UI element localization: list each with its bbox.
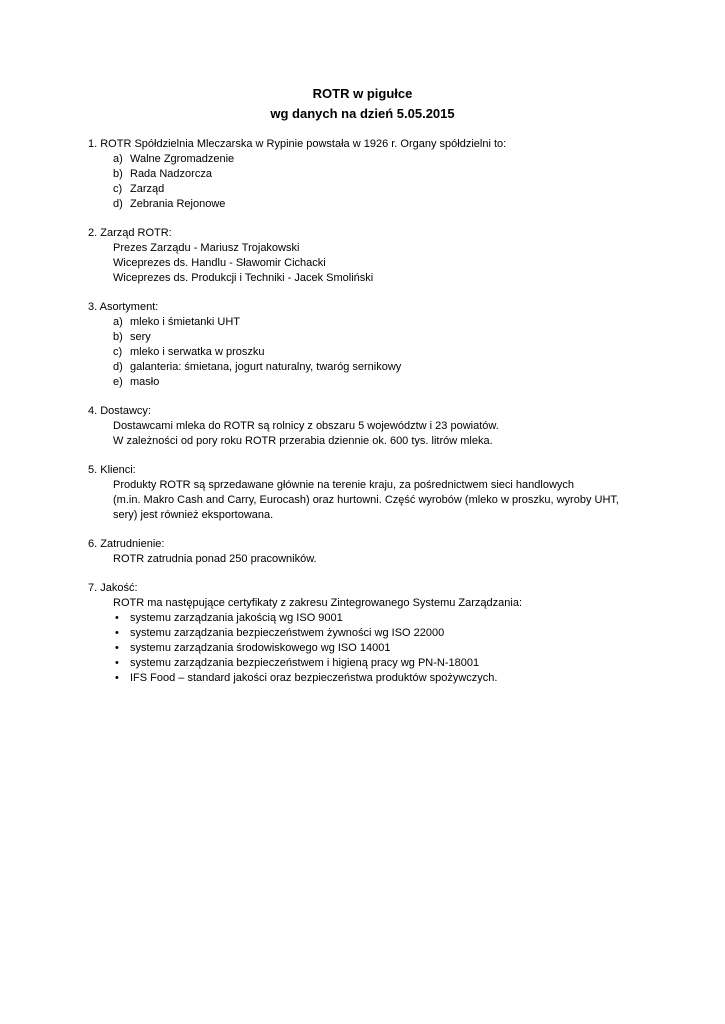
list-item-text: Walne Zgromadzenie (130, 153, 235, 165)
list-item-text: sery (130, 331, 151, 343)
bullet-icon: • (115, 627, 119, 639)
document-title: ROTR w pigułce (312, 86, 413, 101)
list-marker: e) (113, 376, 123, 388)
body-line: (m.in. Makro Cash and Carry, Eurocash) oraz hurtowni. Część wyrobów (mleko w proszku, wyroby UHT, (113, 494, 619, 506)
list-item-text: Zebrania Rejonowe (130, 198, 226, 210)
list-marker: c) (113, 183, 123, 195)
body-line: Prezes Zarządu - Mariusz Trojakowski (113, 242, 300, 254)
body-line: sery) jest również eksportowana. (113, 509, 274, 521)
list-item (88, 167, 648, 182)
list-item (88, 626, 648, 641)
document-subtitle: wg danych na dzień 5.05.2015 (270, 106, 455, 121)
body-line: Wiceprezes ds. Handlu - Sławomir Cichacki (113, 257, 326, 269)
body-line: Wiceprezes ds. Produkcji i Techniki - Jacek Smoliński (113, 272, 374, 284)
list-marker: a) (113, 316, 123, 328)
section-heading: 6. Zatrudnienie: (88, 538, 165, 550)
list-item (88, 197, 648, 212)
list-item (88, 671, 648, 686)
list-marker: d) (113, 361, 123, 373)
list-item (88, 375, 648, 390)
list-item-text: masło (130, 376, 160, 388)
list-item-text: systemu zarządzania jakością wg ISO 9001 (130, 612, 343, 624)
list-item (88, 656, 648, 671)
list-marker: a) (113, 153, 123, 165)
section-heading: 5. Klienci: (88, 464, 136, 476)
section-organy (88, 137, 648, 212)
list-item (88, 152, 648, 167)
list-item-text: mleko i śmietanki UHT (130, 316, 241, 328)
list-item (88, 330, 648, 345)
body-line: ROTR ma następujące certyfikaty z zakresu Zintegrowanego Systemu Zarządzania: (113, 597, 523, 609)
section-heading: 4. Dostawcy: (88, 405, 151, 417)
body-line: Dostawcami mleka do ROTR są rolnicy z obszaru 5 województw i 23 powiatów. (113, 420, 499, 432)
list-item-text: galanteria: śmietana, jogurt naturalny, twaróg sernikowy (130, 361, 402, 373)
list-item-text: systemu zarządzania bezpieczeństwem i higieną pracy wg PN-N-18001 (130, 657, 480, 669)
list-item (88, 641, 648, 656)
section-heading: 3. Asortyment: (88, 301, 159, 313)
list-item-text: systemu zarządzania bezpieczeństwem żywności wg ISO 22000 (130, 627, 445, 639)
section-heading: 2. Zarząd ROTR: (88, 227, 172, 239)
list-item-text: mleko i serwatka w proszku (130, 346, 265, 358)
list-marker: b) (113, 168, 123, 180)
list-item-text: systemu zarządzania środowiskowego wg ISO 14001 (130, 642, 391, 654)
list-marker: d) (113, 198, 123, 210)
section-zarzad (88, 226, 648, 286)
list-item (88, 182, 648, 197)
section-jakosc (88, 581, 648, 686)
list-item (88, 345, 648, 360)
list-item (88, 611, 648, 626)
section-asortyment (88, 300, 648, 390)
bullet-icon: • (115, 672, 119, 684)
bullet-icon: • (115, 657, 119, 669)
section-heading: 1. ROTR Spółdzielnia Mleczarska w Rypinie powstała w 1926 r. Organy spółdzielni to: (88, 138, 507, 150)
body-line: ROTR zatrudnia ponad 250 pracowników. (113, 553, 317, 565)
bullet-icon: • (115, 612, 119, 624)
list-item (88, 315, 648, 330)
section-heading: 7. Jakość: (88, 582, 138, 594)
list-item-text: Rada Nadzorcza (130, 168, 212, 180)
section-klienci (88, 463, 648, 523)
section-dostawcy (88, 404, 648, 449)
list-item-text: Zarząd (130, 183, 165, 195)
list-marker: c) (113, 346, 123, 358)
bullet-icon: • (115, 642, 119, 654)
list-marker: b) (113, 331, 123, 343)
list-item (88, 360, 648, 375)
list-item-text: IFS Food – standard jakości oraz bezpieczeństwa produktów spożywczych. (130, 672, 498, 684)
body-line: Produkty ROTR są sprzedawane głównie na terenie kraju, za pośrednictwem sieci handlowych (113, 479, 575, 491)
section-zatrudnienie (88, 537, 648, 567)
body-line: W zależności od pory roku ROTR przerabia dziennie ok. 600 tys. litrów mleka. (113, 435, 493, 447)
